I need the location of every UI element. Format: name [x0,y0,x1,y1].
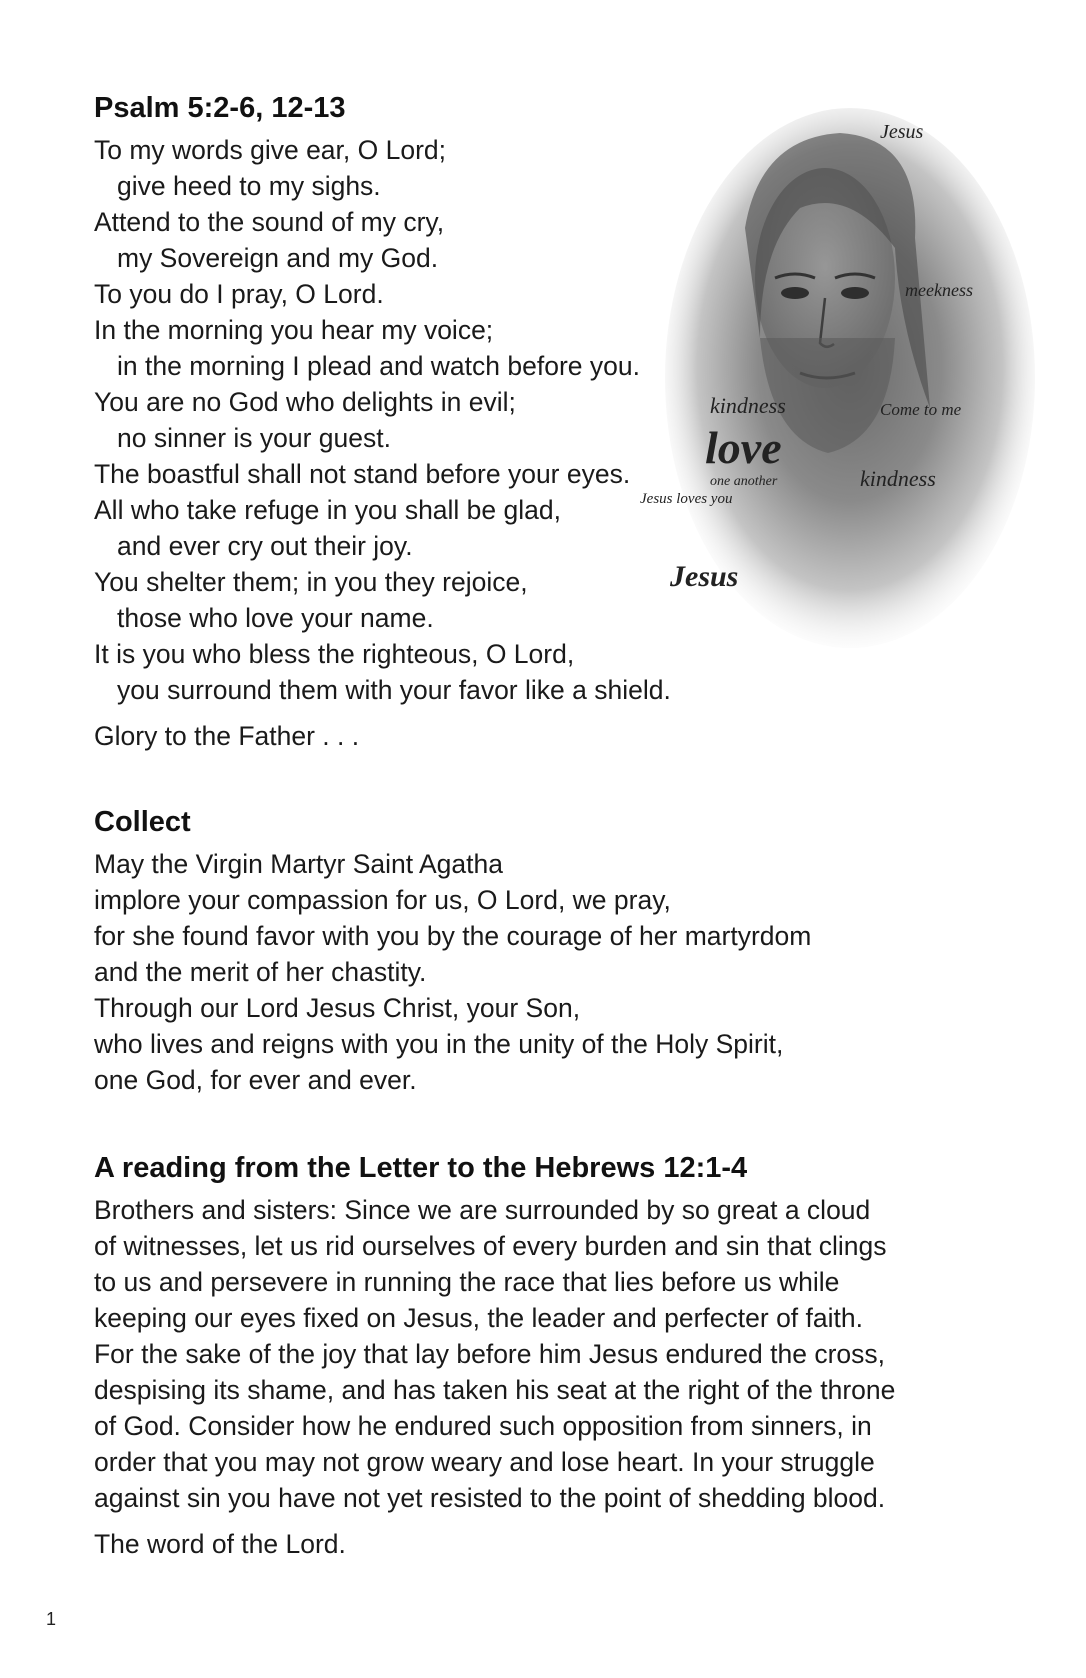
portrait-word: love [705,422,782,473]
portrait-word: Jesus loves you [640,491,733,507]
psalm-section [94,88,1014,754]
reading-line: of witnesses, let us rid ourselves of every burden and sin that clings [94,1231,887,1261]
psalm-line: in the morning I plead and watch before you. [117,351,640,381]
reading-line: keeping our eyes fixed on Jesus, the leader and perfecter of faith. [94,1303,863,1333]
psalm-doxology: Glory to the Father . . . [94,721,360,751]
collect-section [94,802,1014,1098]
reading-closing: The word of the Lord. [94,1529,346,1559]
reading-section [94,1148,1014,1562]
psalm-line: You are no God who delights in evil; [94,387,516,417]
collect-title: Collect [94,806,191,838]
reading-line: Brothers and sisters: Since we are surrounded by so great a cloud [94,1195,871,1225]
psalm-line: You shelter them; in you they rejoice, [94,567,528,597]
collect-line: who lives and reigns with you in the unity of the Holy Spirit, [94,1029,784,1059]
reading-text [94,1192,1014,1516]
reading-line: For the sake of the joy that lay before him Jesus endured the cross, [94,1339,886,1369]
portrait-word: kindness [860,466,936,491]
psalm-line: It is you who bless the righteous, O Lord, [94,639,575,669]
psalm-line: In the morning you hear my voice; [94,315,494,345]
reading-line: of God. Consider how he endured such opposition from sinners, in [94,1411,872,1441]
reading-line: order that you may not grow weary and lose heart. In your struggle [94,1447,875,1477]
psalm-verses [94,132,1014,708]
portrait-word: Come to me [880,400,962,419]
reading-title: A reading from the Letter to the Hebrews 12:1-4 [94,1152,748,1184]
collect-line: one God, for ever and ever. [94,1065,417,1095]
portrait-word: Jesus [670,560,739,593]
collect-text [94,846,1014,1098]
collect-line: May the Virgin Martyr Saint Agatha [94,849,503,879]
reading-line: despising its shame, and has taken his seat at the right of the throne [94,1375,896,1405]
portrait-word: Jesus [880,121,924,143]
psalm-line: you surround them with your favor like a shield. [117,675,671,705]
collect-line: implore your compassion for us, O Lord, we pray, [94,885,671,915]
collect-line: Through our Lord Jesus Christ, your Son, [94,993,581,1023]
portrait-word: one another [710,474,778,489]
reading-line: against sin you have not yet resisted to the point of shedding blood. [94,1483,886,1513]
collect-line: for she found favor with you by the courage of her martyrdom [94,921,812,951]
collect-line: and the merit of her chastity. [94,957,427,987]
psalm-line: To you do I pray, O Lord. [94,279,384,309]
psalm-line: The boastful shall not stand before your eyes. [94,459,631,489]
psalm-line: To my words give ear, O Lord; [94,135,447,165]
psalm-line: give heed to my sighs. [117,171,381,201]
page-number: 1 [46,1609,57,1629]
psalm-line: those who love your name. [117,603,434,633]
reading-line: to us and persevere in running the race that lies before us while [94,1267,840,1297]
psalm-line: my Sovereign and my God. [117,243,439,273]
psalm-line: Attend to the sound of my cry, [94,207,445,237]
portrait-word: kindness [710,393,786,418]
psalm-line: no sinner is your guest. [117,423,391,453]
psalm-title: Psalm 5:2-6, 12-13 [94,92,346,124]
portrait-word: meekness [905,280,973,300]
psalm-line: and ever cry out their joy. [117,531,413,561]
psalm-line: All who take refuge in you shall be glad, [94,495,561,525]
